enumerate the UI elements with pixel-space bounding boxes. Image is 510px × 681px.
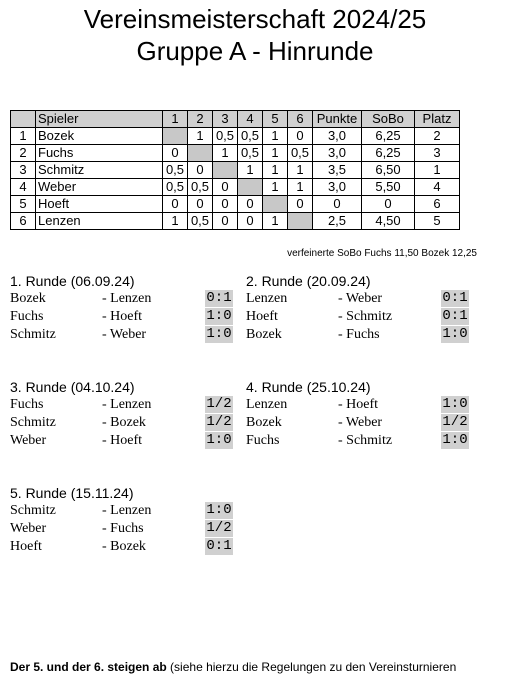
row-number: 1 xyxy=(11,128,36,145)
score-cell: 1 xyxy=(263,128,288,145)
sobo-cell: 6,50 xyxy=(362,162,415,179)
rank-cell: 4 xyxy=(415,179,460,196)
sobo-note: verfeinerte SoBo Fuchs 11,50 Bozek 12,25 xyxy=(287,248,477,259)
game-result: 1:0 xyxy=(206,308,232,324)
white-player: Bozek xyxy=(10,291,46,306)
points-cell: 0 xyxy=(313,196,362,213)
header-player: Spieler xyxy=(36,111,163,128)
game-row xyxy=(10,538,235,556)
game-row xyxy=(10,396,235,414)
score-cell xyxy=(238,179,263,196)
game-row xyxy=(10,308,235,326)
player-name: Weber xyxy=(36,179,163,196)
score-cell: 1 xyxy=(163,213,188,230)
game-row xyxy=(10,290,235,308)
header-col-1: 1 xyxy=(163,111,188,128)
points-cell: 3,0 xyxy=(313,179,362,196)
game-result: 0:1 xyxy=(206,538,232,554)
score-cell: 1 xyxy=(188,128,213,145)
round-2 xyxy=(246,272,471,344)
player-name: Lenzen xyxy=(36,213,163,230)
score-cell: 0 xyxy=(213,213,238,230)
white-player: Fuchs xyxy=(10,309,44,324)
row-number: 3 xyxy=(11,162,36,179)
points-cell: 3,0 xyxy=(313,145,362,162)
score-cell: 1 xyxy=(263,213,288,230)
score-cell: 0,5 xyxy=(213,128,238,145)
score-cell: 0 xyxy=(163,145,188,162)
white-player: Lenzen xyxy=(246,291,288,306)
score-cell: 1 xyxy=(238,162,263,179)
black-player: - Lenzen xyxy=(102,503,152,518)
round-3 xyxy=(10,378,235,450)
header-col-6: 6 xyxy=(288,111,313,128)
black-player: - Weber xyxy=(338,291,383,306)
game-result: 1/2 xyxy=(206,414,232,430)
white-player: Weber xyxy=(10,433,47,448)
game-result: 1:0 xyxy=(442,326,468,342)
page-subtitle: Gruppe A - Hinrunde xyxy=(136,36,374,66)
crosstable xyxy=(10,110,460,230)
black-player: - Weber xyxy=(102,327,147,342)
crosstable-header-row xyxy=(11,111,460,128)
points-cell: 2,5 xyxy=(313,213,362,230)
round-title: 3. Runde (04.10.24) xyxy=(10,379,135,395)
white-player: Bozek xyxy=(246,415,282,430)
round-title: 2. Runde (20.09.24) xyxy=(246,273,371,289)
row-number: 4 xyxy=(11,179,36,196)
white-player: Bozek xyxy=(246,327,282,342)
white-player: Fuchs xyxy=(10,397,44,412)
round-title: 4. Runde (25.10.24) xyxy=(246,379,371,395)
score-cell: 1 xyxy=(288,179,313,196)
crosstable-row xyxy=(11,179,460,196)
player-name: Fuchs xyxy=(36,145,163,162)
round-4 xyxy=(246,378,471,450)
header-col-5: 5 xyxy=(263,111,288,128)
score-cell xyxy=(213,162,238,179)
header-number-cell xyxy=(11,111,36,128)
header-rank: Platz xyxy=(415,111,460,128)
game-result: 1:0 xyxy=(206,326,232,342)
footer-rest: (siehe hierzu die Regelungen zu den Vereinsturnieren xyxy=(166,660,457,674)
player-name: Bozek xyxy=(36,128,163,145)
black-player: - Bozek xyxy=(102,539,146,554)
game-row xyxy=(246,290,471,308)
score-cell: 0 xyxy=(238,213,263,230)
score-cell: 0,5 xyxy=(288,145,313,162)
game-row xyxy=(10,502,235,520)
score-cell: 0 xyxy=(213,196,238,213)
score-cell: 0 xyxy=(288,128,313,145)
footer-bold: Der 5. und der 6. steigen ab xyxy=(10,660,167,674)
score-cell xyxy=(188,145,213,162)
score-cell: 0 xyxy=(188,196,213,213)
black-player: - Lenzen xyxy=(102,291,152,306)
score-cell: 0,5 xyxy=(188,179,213,196)
game-result: 0:1 xyxy=(206,290,232,306)
score-cell: 1 xyxy=(288,162,313,179)
footer-note xyxy=(10,660,456,674)
crosstable-row xyxy=(11,213,460,230)
crosstable-row xyxy=(11,128,460,145)
sobo-cell: 4,50 xyxy=(362,213,415,230)
white-player: Schmitz xyxy=(10,327,56,342)
points-cell: 3,0 xyxy=(313,128,362,145)
score-cell: 0 xyxy=(288,196,313,213)
game-row xyxy=(246,414,471,432)
round-5 xyxy=(10,484,235,556)
white-player: Hoeft xyxy=(246,309,278,324)
black-player: - Weber xyxy=(338,415,383,430)
score-cell: 0 xyxy=(238,196,263,213)
score-cell: 0,5 xyxy=(163,162,188,179)
game-result: 1:0 xyxy=(206,432,232,448)
game-row xyxy=(10,326,235,344)
score-cell xyxy=(163,128,188,145)
header-col-4: 4 xyxy=(238,111,263,128)
white-player: Schmitz xyxy=(10,503,56,518)
row-number: 5 xyxy=(11,196,36,213)
black-player: - Schmitz xyxy=(338,309,393,324)
black-player: - Fuchs xyxy=(338,327,380,342)
sobo-cell: 6,25 xyxy=(362,145,415,162)
header-sobo: SoBo xyxy=(362,111,415,128)
black-player: - Hoeft xyxy=(102,309,143,324)
score-cell: 1 xyxy=(263,145,288,162)
black-player: - Lenzen xyxy=(102,397,152,412)
game-row xyxy=(10,520,235,538)
score-cell: 1 xyxy=(263,179,288,196)
rank-cell: 6 xyxy=(415,196,460,213)
rank-cell: 5 xyxy=(415,213,460,230)
black-player: - Hoeft xyxy=(338,397,379,412)
white-player: Fuchs xyxy=(246,433,280,448)
score-cell xyxy=(288,213,313,230)
round-title: 1. Runde (06.09.24) xyxy=(10,273,135,289)
game-result: 0:1 xyxy=(442,308,468,324)
black-player: - Hoeft xyxy=(102,433,143,448)
game-result: 1:0 xyxy=(442,396,468,412)
white-player: Hoeft xyxy=(10,539,42,554)
rank-cell: 3 xyxy=(415,145,460,162)
game-result: 1/2 xyxy=(442,414,468,430)
crosstable-body xyxy=(11,128,460,230)
game-result: 0:1 xyxy=(442,290,468,306)
round-title: 5. Runde (15.11.24) xyxy=(10,485,134,501)
score-cell: 0,5 xyxy=(238,128,263,145)
rank-cell: 1 xyxy=(415,162,460,179)
points-cell: 3,5 xyxy=(313,162,362,179)
game-row xyxy=(246,432,471,450)
player-name: Schmitz xyxy=(36,162,163,179)
game-row xyxy=(246,326,471,344)
white-player: Schmitz xyxy=(10,415,56,430)
black-player: - Bozek xyxy=(102,415,146,430)
game-result: 1/2 xyxy=(206,520,232,536)
score-cell: 1 xyxy=(263,162,288,179)
white-player: Lenzen xyxy=(246,397,288,412)
sobo-cell: 5,50 xyxy=(362,179,415,196)
score-cell: 0,5 xyxy=(238,145,263,162)
score-cell: 0,5 xyxy=(188,213,213,230)
row-number: 2 xyxy=(11,145,36,162)
game-result: 1:0 xyxy=(442,432,468,448)
row-number: 6 xyxy=(11,213,36,230)
white-player: Weber xyxy=(10,521,47,536)
black-player: - Schmitz xyxy=(338,433,393,448)
crosstable-row xyxy=(11,162,460,179)
game-row xyxy=(10,414,235,432)
header-points: Punkte xyxy=(313,111,362,128)
player-name: Hoeft xyxy=(36,196,163,213)
sobo-cell: 0 xyxy=(362,196,415,213)
crosstable-row xyxy=(11,196,460,213)
game-row xyxy=(246,396,471,414)
score-cell: 0 xyxy=(213,179,238,196)
game-result: 1/2 xyxy=(206,396,232,412)
round-1 xyxy=(10,272,235,344)
page-title: Vereinsmeisterschaft 2024/25 xyxy=(83,4,427,34)
header-col-3: 3 xyxy=(213,111,238,128)
crosstable-row xyxy=(11,145,460,162)
header-col-2: 2 xyxy=(188,111,213,128)
rank-cell: 2 xyxy=(415,128,460,145)
score-cell: 0 xyxy=(163,196,188,213)
game-row xyxy=(10,432,235,450)
score-cell xyxy=(263,196,288,213)
game-result: 1:0 xyxy=(206,502,232,518)
game-row xyxy=(246,308,471,326)
black-player: - Fuchs xyxy=(102,521,144,536)
score-cell: 0 xyxy=(188,162,213,179)
score-cell: 0,5 xyxy=(163,179,188,196)
sobo-cell: 6,25 xyxy=(362,128,415,145)
score-cell: 1 xyxy=(213,145,238,162)
